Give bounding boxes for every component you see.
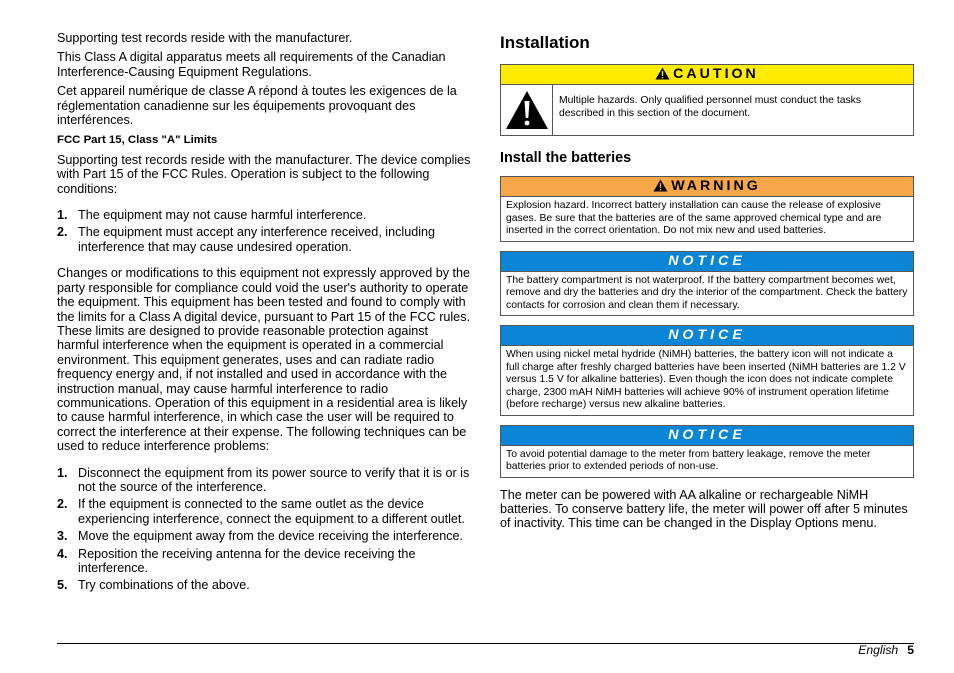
list-item xyxy=(57,547,473,576)
notice-box xyxy=(500,425,914,478)
notice-text: When using nickel metal hydride (NiMH) batteries, the battery icon will not indicate a full charge after freshly charged batteries have been inserted (NiMH batteries are 1.2 V versus 1.5 V for alkaline batteries). Even though the icon does not indicate complete charge, 2300 mAH NiMH batteries will achieve 90% of instrument operation lifetime (before recharge) versus new alkaline batteries. xyxy=(506,349,906,410)
paragraph: Supporting test records reside with the manufacturer. The device complies with Part 15 of the FCC Rules. Operation is subject to the following conditions: xyxy=(57,152,471,196)
paragraph: Cet appareil numérique de classe A répond à toutes les exigences de la réglementation canadienne sur les équipements provoquant des interférences. xyxy=(57,84,457,128)
list-number: 5. xyxy=(57,578,68,593)
notice-text: To avoid potential damage to the meter from battery leakage, remove the meter batteries prior to extended periods of non-use. xyxy=(506,448,871,472)
list-item xyxy=(57,225,473,254)
list-text: The equipment may not cause harmful interference. xyxy=(78,208,367,223)
list-number: 1. xyxy=(57,465,68,480)
notice-banner: NOTICE xyxy=(501,326,913,346)
footer-divider xyxy=(57,643,914,644)
conditions-list xyxy=(57,208,473,254)
page-number: 5 xyxy=(907,643,914,657)
paragraph: Changes or modifications to this equipment not expressly approved by the party responsible for compliance could void the user's authority to operate the equipment. This equipment has been tested and found to comply with the limits for a Class A digital device, pursuant to Part 15 of the FCC rules. These limits are designed to provide reasonable protection against harmful interference when the equipment is operated in a commercial environment. This equipment generates, uses and can radiate radio frequency energy and, if not installed and used in accordance with the instruction manual, may cause harmful interference to radio communications. Operation of this equipment in a residential area is likely to cause harmful interference, in which case the user will be required to correct the interference at their expense. The following techniques can be used to reduce interference problems: xyxy=(57,266,471,454)
warning-triangle-icon xyxy=(505,90,549,130)
left-column xyxy=(57,31,473,596)
warning-banner xyxy=(501,177,913,197)
list-text: Move the equipment away from the device receiving the interference. xyxy=(78,529,464,544)
warning-triangle-icon xyxy=(655,67,670,80)
notice-box xyxy=(500,251,914,317)
footer-language: English xyxy=(858,643,899,657)
notice-banner: NOTICE xyxy=(501,426,913,446)
list-text: Disconnect the equipment from its power source to verify that it is or is not the source of the interference. xyxy=(78,465,470,494)
list-number: 2. xyxy=(57,497,68,512)
page-footer xyxy=(858,643,914,657)
warning-box xyxy=(500,176,914,242)
caution-icon-cell xyxy=(501,85,553,135)
list-item xyxy=(57,497,473,526)
list-number: 3. xyxy=(57,529,68,544)
list-item xyxy=(57,529,473,543)
warning-label: WARNING xyxy=(671,178,761,194)
paragraph: Supporting test records reside with the manufacturer. xyxy=(57,31,353,45)
list-item xyxy=(57,466,473,495)
caution-banner xyxy=(501,65,913,85)
list-text: Try combinations of the above. xyxy=(78,578,250,593)
list-text: The equipment must accept any interference received, including interference that may cause undesired operation. xyxy=(78,225,436,254)
warning-text: Explosion hazard. Incorrect battery installation can cause the release of explosive gases. Be sure that the batteries are of the same approved chemical type and are inserted in the correct orientation. Do not mix new and used batteries. xyxy=(506,200,882,236)
right-column xyxy=(500,31,914,536)
list-text: If the equipment is connected to the same outlet as the device experiencing interference, connect the equipment to a different outlet. xyxy=(78,497,465,526)
caution-text: Multiple hazards. Only qualified personnel must conduct the tasks described in this section of the document. xyxy=(559,95,862,119)
list-number: 2. xyxy=(57,225,68,240)
fcc-heading: FCC Part 15, Class "A" Limits xyxy=(57,134,218,147)
installation-heading: Installation xyxy=(500,33,590,52)
list-number: 4. xyxy=(57,546,68,561)
techniques-list xyxy=(57,466,473,593)
batteries-heading: Install the batteries xyxy=(500,150,632,166)
list-number: 1. xyxy=(57,208,68,223)
paragraph: This Class A digital apparatus meets all requirements of the Canadian Interference-Causing Equipment Regulations. xyxy=(57,50,446,79)
list-text: Reposition the receiving antenna for the device receiving the interference. xyxy=(78,546,416,575)
list-item xyxy=(57,208,473,222)
notice-text: The battery compartment is not waterproof. If the battery compartment becomes wet, remove and dry the batteries and dry the interior of the compartment. Check the battery contacts for corrosion and clean them if necessary. xyxy=(506,274,908,311)
caution-body xyxy=(501,85,913,135)
list-item xyxy=(57,578,473,592)
notice-box xyxy=(500,325,914,416)
caution-box xyxy=(500,64,914,136)
paragraph: The meter can be powered with AA alkaline or rechargeable NiMH batteries. To conserve battery life, the meter will power off after 5 minutes of inactivity. This time can be changed in the Display Options menu. xyxy=(500,487,908,531)
notice-banner: NOTICE xyxy=(501,252,913,272)
caution-label: CAUTION xyxy=(673,66,759,82)
warning-triangle-icon xyxy=(653,179,668,192)
